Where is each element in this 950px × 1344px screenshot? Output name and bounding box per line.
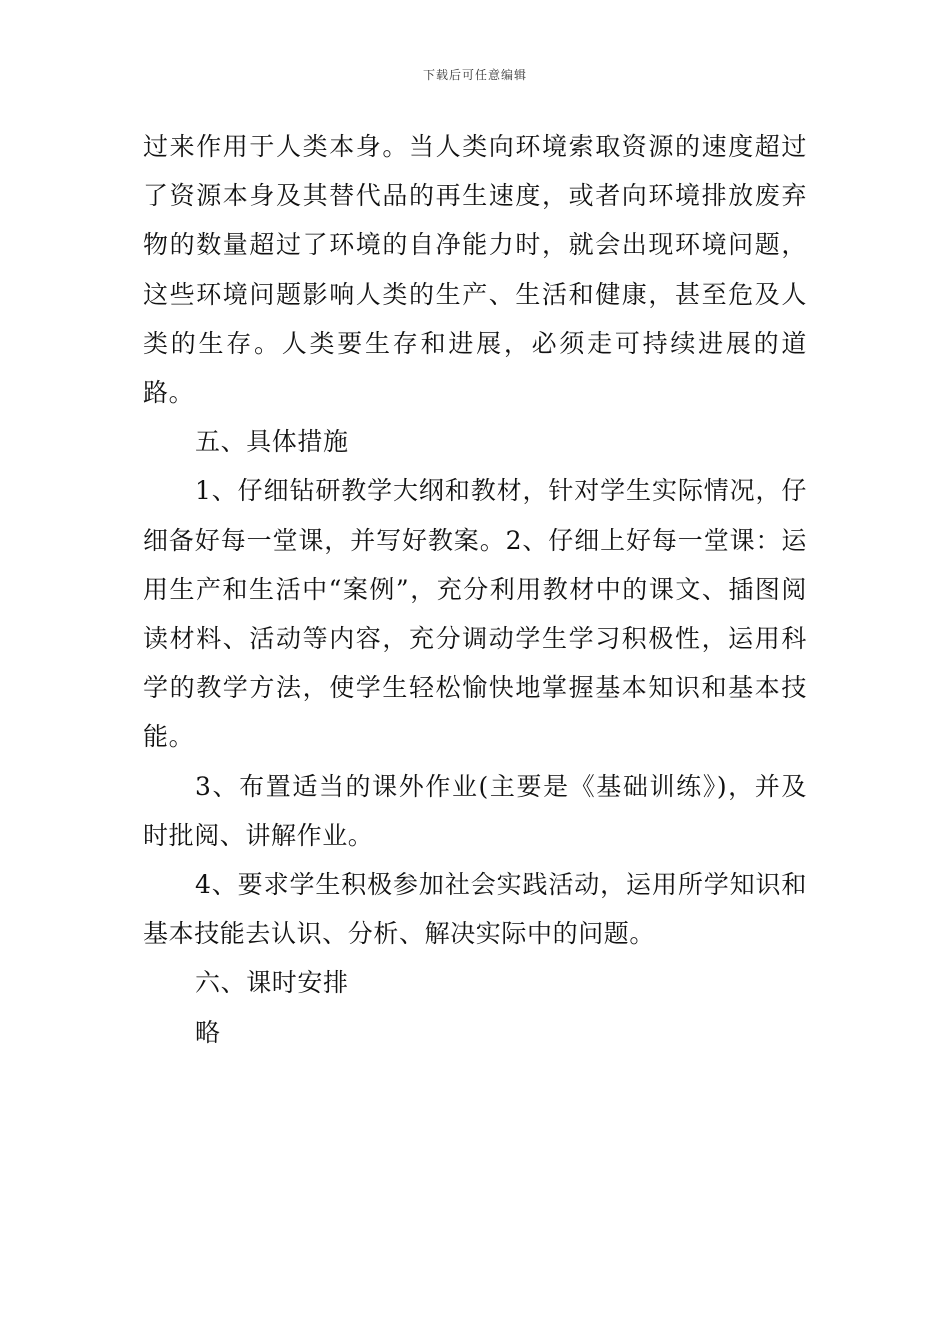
page-header-note: 下载后可任意编辑 <box>422 68 527 82</box>
paragraph-measure-3: 3、布置适当的课外作业(主要是《基础训练》)，并及时批阅、讲解作业。 <box>143 771 807 850</box>
paragraph-measure-1-2: 1、仔细钻研教学大纲和教材，针对学生实际情况，仔细备好每一堂课，并写好教案。2、仔细上好每一堂课：运用生产和生活中“案例”，充分利用教材中的课文、插图阅读材料、活动等内容，充分调动学生学习积极性，运用科学的教学方法，使学生轻松愉快地掌握基本知识和基本技能。 <box>143 476 807 752</box>
document-body <box>143 122 807 1057</box>
section-heading-schedule: 六、课时安排 <box>195 968 349 998</box>
section-heading-measures: 五、具体措施 <box>195 427 349 457</box>
paragraph-measure-4: 4、要求学生积极参加社会实践活动，运用所学知识和基本技能去认识、分析、解决实际中的问题。 <box>143 870 807 949</box>
paragraph-continuation: 过来作用于人类本身。当人类向环境索取资源的速度超过了资源本身及其替代品的再生速度，或者向环境排放废弃物的数量超过了环境的自净能力时，就会出现环境问题，这些环境问题影响人类的生产、生活和健康，甚至危及人类的生存。人类要生存和进展，必须走可持续进展的道路。 <box>143 132 807 408</box>
paragraph-schedule-omitted: 略 <box>195 1017 221 1047</box>
